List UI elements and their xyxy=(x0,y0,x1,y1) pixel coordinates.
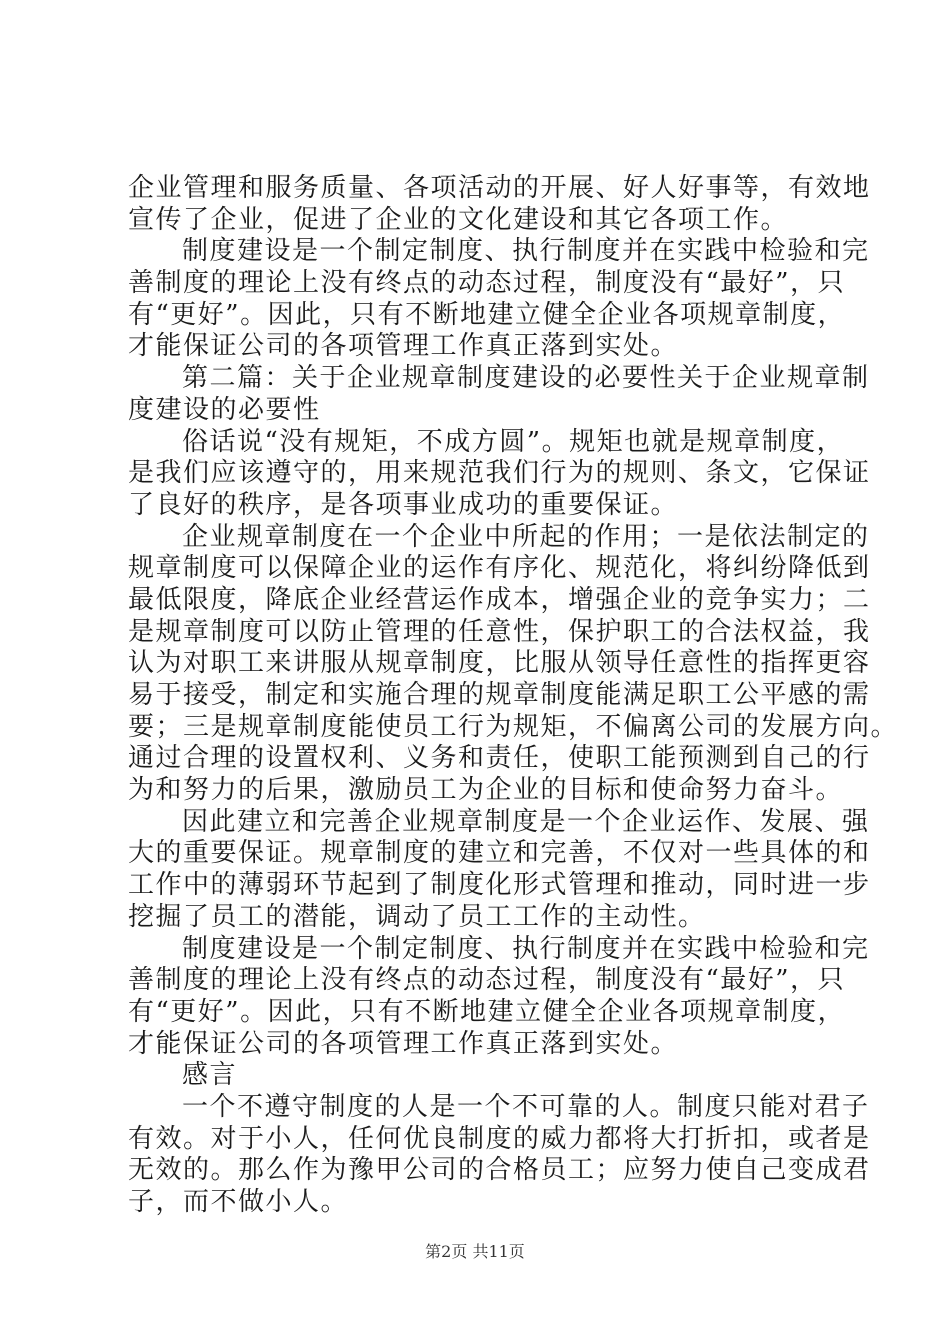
text-line: 善制度的理论上没有终点的动态过程，制度没有“最好”，只 xyxy=(128,268,846,299)
paragraph-start-line: 企业规章制度在一个企业中所起的作用；一是依法制定的 xyxy=(182,521,870,552)
text-line: 是规章制度可以防止管理的任意性，保护职工的合法权益，我 xyxy=(128,616,871,647)
text-line: 企业管理和服务质量、各项活动的开展、好人好事等，有效地 xyxy=(128,173,871,203)
text-line: 子，而不做小人。 xyxy=(128,1187,349,1217)
text-line: 度建设的必要性 xyxy=(128,394,321,425)
text-line: 才能保证公司的各项管理工作真正落到实处。 xyxy=(128,1028,679,1059)
text-line: 要；三是规章制度能使员工行为规矩，不偏离公司的发展方向。 xyxy=(128,711,899,742)
text-line: 规章制度可以保障企业的运作有序化、规范化，将纠纷降低到 xyxy=(128,553,871,584)
text-line: 宣传了企业，促进了企业的文化建设和其它各项工作。 xyxy=(128,204,789,235)
text-line: 才能保证公司的各项管理工作真正落到实处。 xyxy=(128,331,679,362)
text-line: 大的重要保证。规章制度的建立和完善，不仅对一些具体的和 xyxy=(128,838,871,869)
page-footer xyxy=(0,1242,950,1262)
text-line: 挖掘了员工的潜能，调动了员工工作的主动性。 xyxy=(128,901,706,932)
paragraph-start-line: 因此建立和完善企业规章制度是一个企业运作、发展、强 xyxy=(182,806,870,837)
text-line: 易于接受，制定和实施合理的规章制度能满足职工公平感的需 xyxy=(128,680,871,710)
paragraph-start-line: 俗话说“没有规矩，不成方圆”。规矩也就是规章制度， xyxy=(182,426,845,457)
text-line: 最低限度，降底企业经营运作成本，增强企业的竞争实力；二 xyxy=(128,584,871,615)
paragraph-start-line: 感言 xyxy=(182,1060,238,1091)
document-body xyxy=(128,173,899,1219)
text-line: 有“更好”。因此，只有不断地建立健全企业各项规章制度， xyxy=(128,996,846,1027)
paragraph-start-line: 第二篇：关于企业规章制度建设的必要性关于企业规章制 xyxy=(182,363,870,394)
paragraph-start-line: 制度建设是一个制定制度、执行制度并在实践中检验和完 xyxy=(182,236,870,267)
paragraph-start-line: 一个不遵守制度的人是一个不可靠的人。制度只能对君子 xyxy=(182,1091,870,1122)
text-line: 有效。对于小人，任何优良制度的威力都将大打折扣，或者是 xyxy=(128,1123,871,1154)
page-number: 第2页 共11页 xyxy=(425,1242,525,1261)
text-line: 有“更好”。因此，只有不断地建立健全企业各项规章制度， xyxy=(128,299,846,330)
text-line: 为和努力的后果，激励员工为企业的目标和使命努力奋斗。 xyxy=(128,775,844,806)
text-line: 工作中的薄弱环节起到了制度化形式管理和推动，同时进一步 xyxy=(128,870,871,901)
text-line: 通过合理的设置权利、义务和责任，使职工能预测到自己的行 xyxy=(128,743,871,774)
text-line: 了良好的秩序，是各项事业成功的重要保证。 xyxy=(128,489,679,520)
text-line: 无效的。那么作为豫甲公司的合格员工；应努力使自己变成君 xyxy=(128,1155,871,1186)
text-line: 认为对职工来讲服从规章制度，比服从领导任意性的指挥更容 xyxy=(128,648,871,679)
text-line: 善制度的理论上没有终点的动态过程，制度没有“最好”，只 xyxy=(128,965,846,996)
paragraph-start-line: 制度建设是一个制定制度、执行制度并在实践中检验和完 xyxy=(182,933,870,964)
text-line: 是我们应该遵守的，用来规范我们行为的规则、条文，它保证 xyxy=(128,458,871,489)
